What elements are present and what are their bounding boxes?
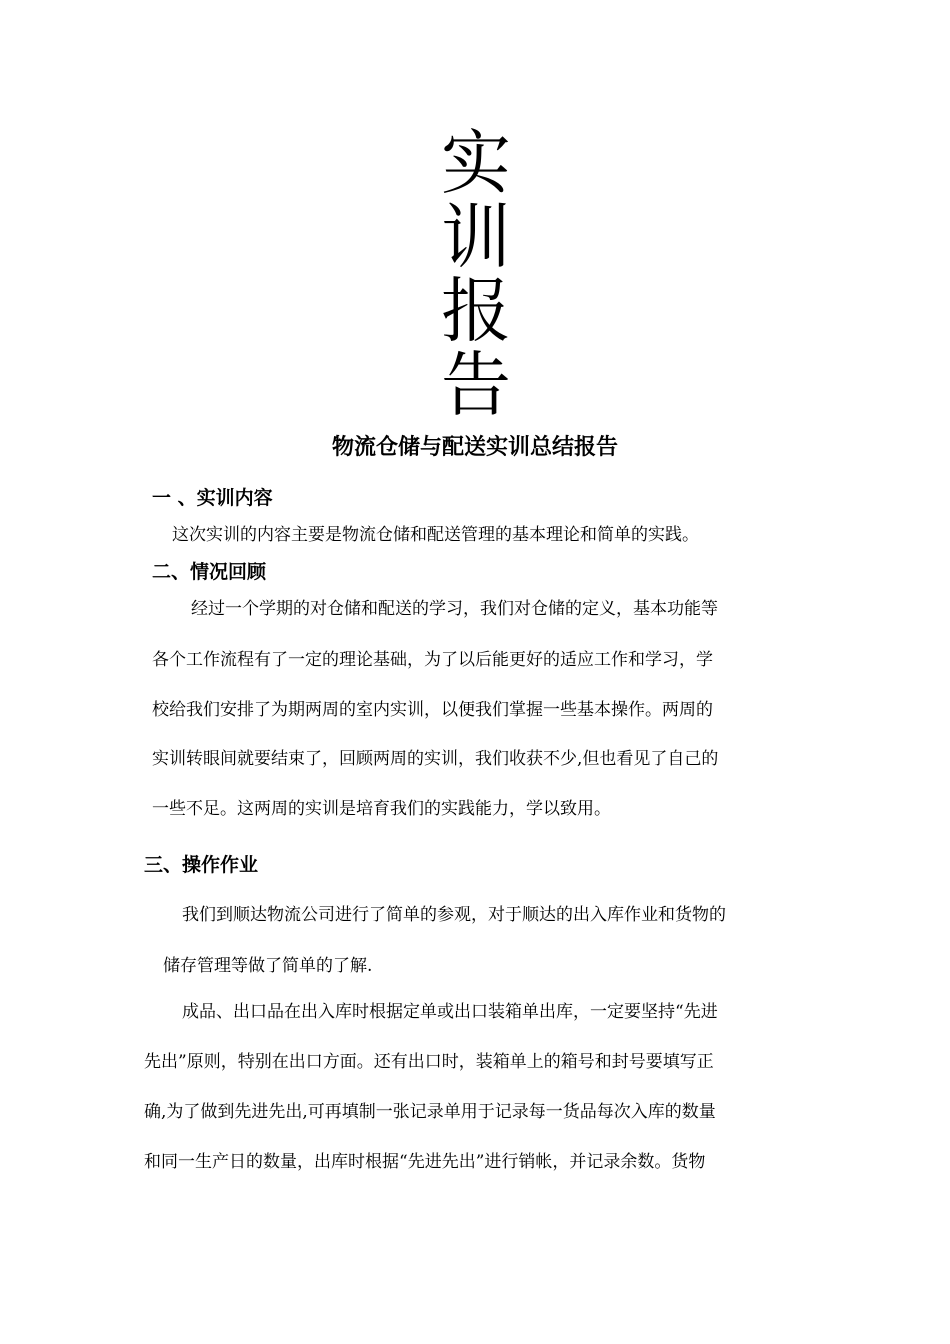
title-char: 实 xyxy=(441,122,511,204)
title-char: 告 xyxy=(441,344,511,426)
paragraph-line: 我们到顺达物流公司进行了简单的参观，对于顺达的出入库作业和货物的 xyxy=(182,905,726,925)
paragraph-line: 一些不足。这两周的实训是培育我们的实践能力，学以致用。 xyxy=(152,799,611,819)
paragraph-line: 各个工作流程有了一定的理论基础，为了以后能更好的适应工作和学习，学 xyxy=(152,650,713,670)
paragraph-line: 成品、出口品在出入库时根据定单或出口装箱单出库，一定要坚持“先进 xyxy=(182,1002,718,1022)
report-subtitle: 物流仓储与配送实训总结报告 xyxy=(331,435,618,460)
title-char: 报 xyxy=(441,270,511,352)
section-heading-review: 二、情况回顾 xyxy=(152,561,267,583)
paragraph-line: 确,为了做到先进先出,可再填制一张记录单用于记录每一货品每次入库的数量 xyxy=(144,1102,716,1122)
report-title xyxy=(436,122,516,426)
paragraph-line: 校给我们安排了为期两周的室内实训，以便我们掌握一些基本操作。两周的 xyxy=(152,700,713,720)
paragraph-line: 先出”原则，特别在出口方面。还有出口时，装箱单上的箱号和封号要填写正 xyxy=(144,1052,714,1072)
paragraph-line: 实训转眼间就要结束了，回顾两周的实训，我们收获不少,但也看见了自己的 xyxy=(152,749,719,769)
paragraph-line: 和同一生产日的数量，出库时根据“先进先出”进行销帐，并记录余数。货物 xyxy=(144,1152,706,1172)
paragraph-line: 经过一个学期的对仓储和配送的学习，我们对仓储的定义，基本功能等 xyxy=(191,599,718,619)
section-heading-content: 一 、实训内容 xyxy=(152,487,273,509)
section-heading-operations: 三、操作作业 xyxy=(144,854,259,876)
paragraph-line: 这次实训的内容主要是物流仓储和配送管理的基本理论和简单的实践。 xyxy=(172,525,699,545)
title-char: 训 xyxy=(441,196,511,278)
paragraph-line: 储存管理等做了简单的了解. xyxy=(163,956,373,976)
